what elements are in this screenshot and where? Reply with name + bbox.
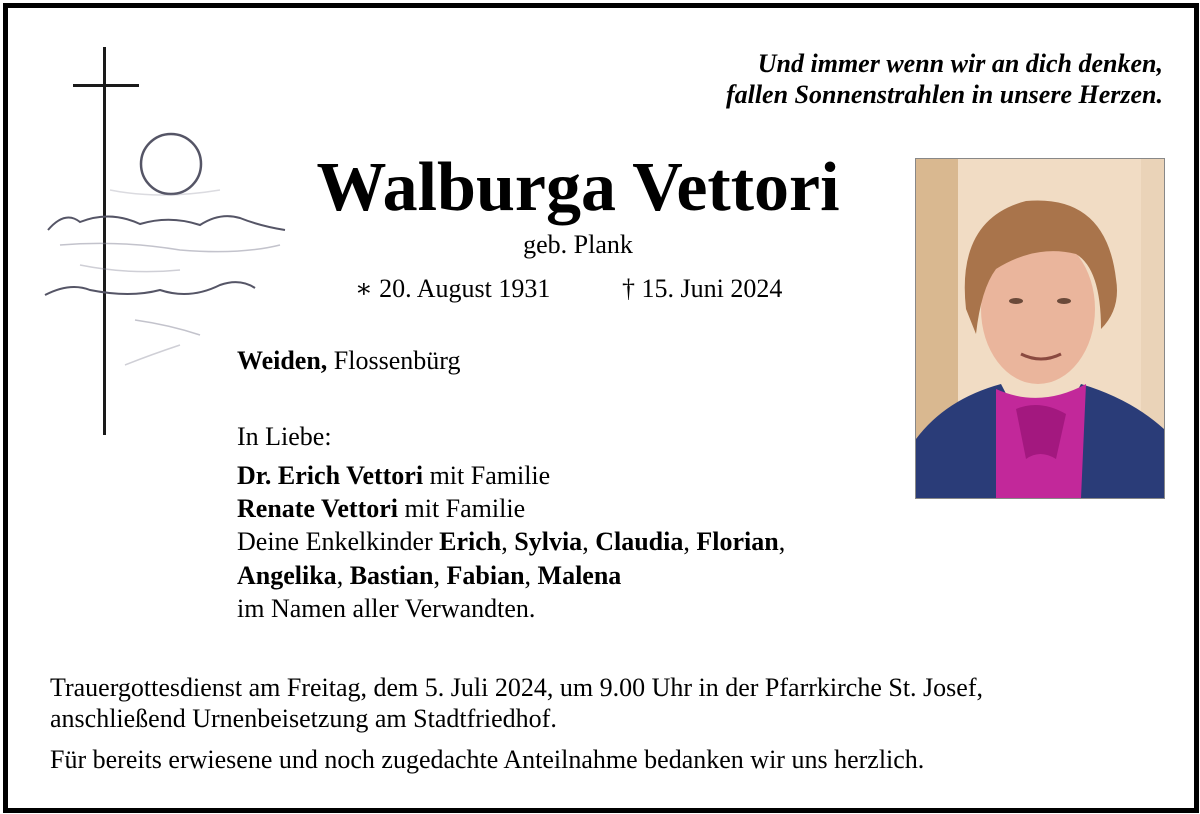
mourner-line-1 — [237, 460, 550, 492]
grandchild-name: Malena — [537, 561, 622, 590]
birth-star-icon: ∗ — [355, 274, 373, 303]
grandchild-name: Erich — [439, 527, 502, 556]
sun-icon — [141, 134, 201, 194]
death-date — [622, 273, 782, 305]
mourner-name: Dr. Erich Vettori — [237, 461, 424, 490]
grandchild-name: Claudia — [595, 527, 684, 556]
separator: , — [336, 561, 350, 590]
mourner-name: Renate Vettori — [237, 494, 399, 523]
quote-line-1: Und immer wenn wir an dich denken, — [757, 49, 1163, 78]
cross-and-sunset-illustration — [40, 40, 300, 440]
death-date-text: 15. Juni 2024 — [641, 274, 783, 303]
grandchild-name: Bastian — [349, 561, 434, 590]
mourner-suffix: mit Familie — [398, 494, 526, 523]
mourners-intro: In Liebe: — [237, 422, 332, 451]
grandchild-name: Angelika — [237, 561, 337, 590]
birth-date — [355, 273, 550, 305]
mourner-suffix: mit Familie — [423, 461, 551, 490]
separator: , — [524, 561, 538, 590]
location-other: Flossenbürg — [333, 346, 461, 375]
deceased-name: Walburga Vettori — [316, 149, 840, 226]
separator: , — [501, 527, 515, 556]
grandchild-name: Fabian — [446, 561, 525, 590]
cross-horizontal-icon — [73, 84, 139, 87]
landscape-sketch-icon — [45, 190, 285, 365]
service-line-2: anschließend Urnenbeisetzung am Stadtfriedhof. — [50, 704, 557, 733]
quote-line-2: fallen Sonnenstrahlen in unsere Herzen. — [725, 80, 1163, 109]
separator: , — [582, 527, 596, 556]
location-main: Weiden, — [237, 346, 328, 375]
separator: , — [433, 561, 447, 590]
mourner-line-5: im Namen aller Verwandten. — [237, 594, 536, 623]
portrait-photo — [915, 158, 1165, 499]
quote — [726, 48, 1163, 110]
mourner-line-3: Deine Enkelkinder Erich, Sylvia, Claudia, Florian, — [237, 527, 786, 556]
grandchild-name: Florian — [696, 527, 779, 556]
mourner-line-4 — [237, 560, 621, 592]
thanks-text: Für bereits erwiesene und noch zugedachte Anteilnahme bedanken wir uns herzlich. — [50, 745, 925, 774]
death-cross-icon: † — [622, 274, 635, 303]
service-line-1: Trauergottesdienst am Freitag, dem 5. Juli 2024, um 9.00 Uhr in der Pfarrkirche St. Josef, — [50, 673, 983, 702]
grandchild-name: Sylvia — [514, 527, 583, 556]
maiden-name: geb. Plank — [523, 230, 633, 259]
mourner-line-2 — [237, 493, 525, 525]
birth-date-text: 20. August 1931 — [379, 274, 551, 303]
location — [237, 345, 460, 377]
separator: , — [683, 527, 697, 556]
cross-vertical-icon — [103, 47, 106, 435]
grandchildren-prefix: Deine Enkelkinder — [237, 527, 440, 556]
